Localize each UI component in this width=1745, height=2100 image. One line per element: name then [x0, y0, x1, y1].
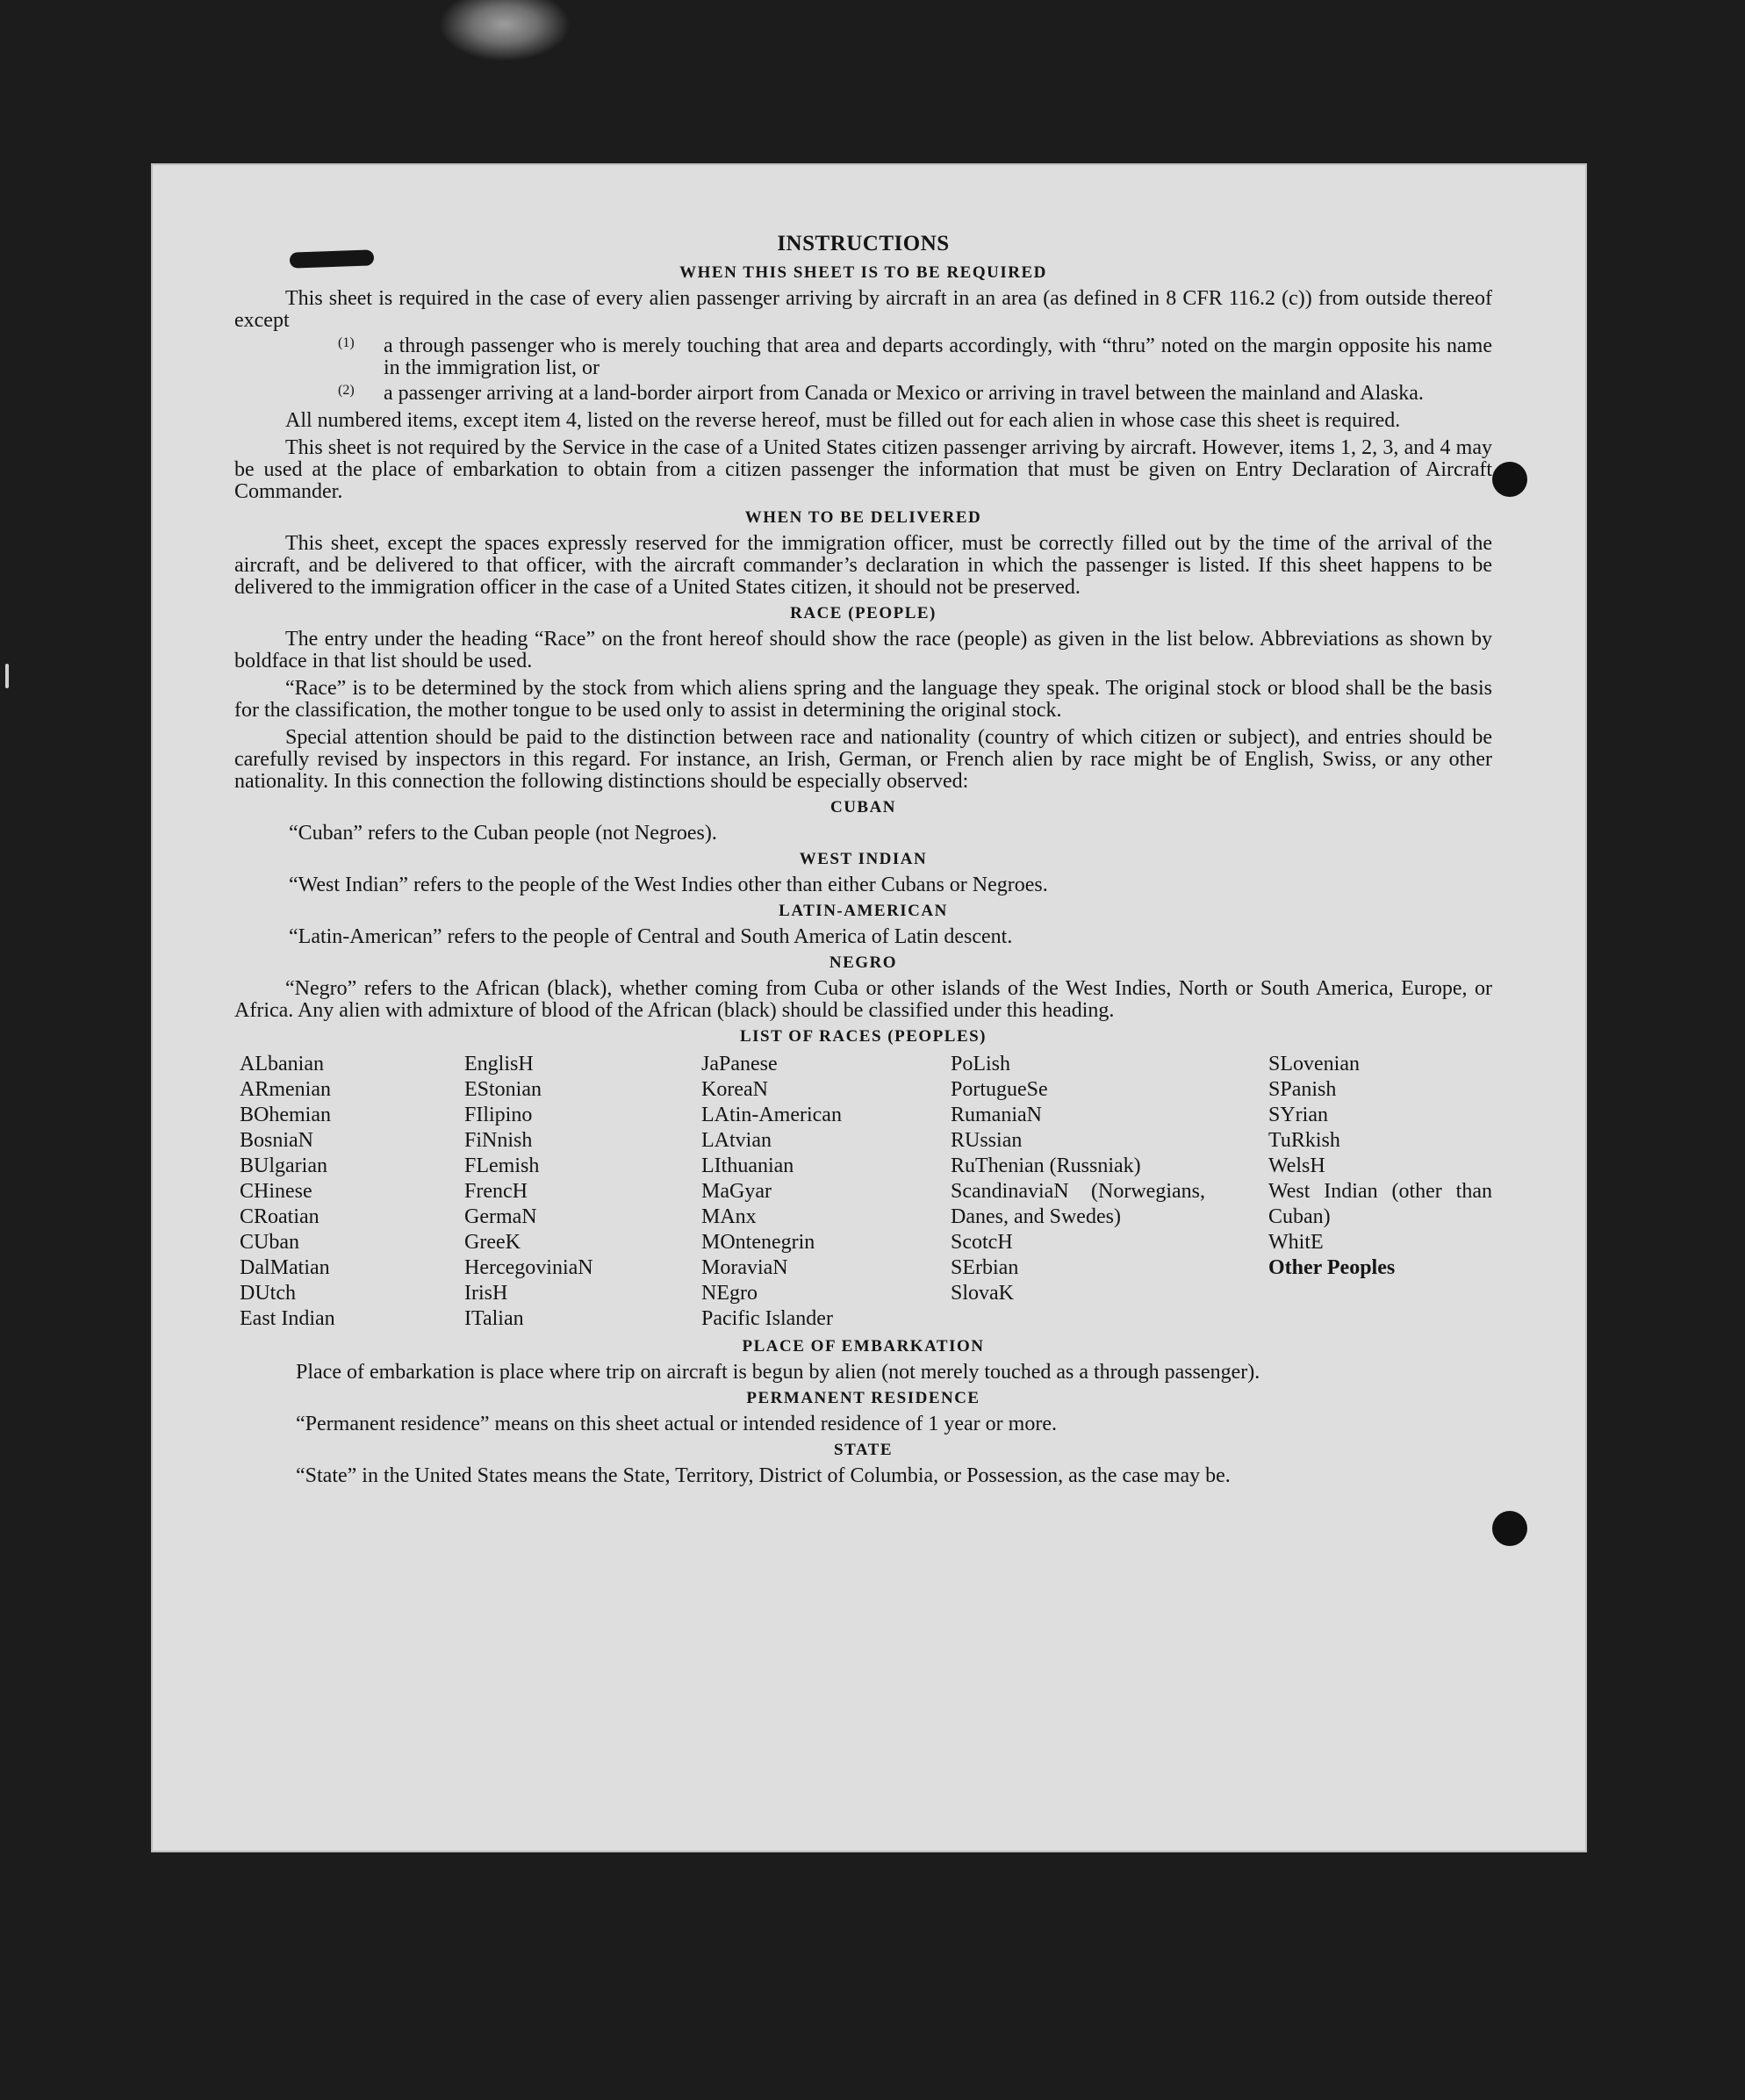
race-entry: MoraviaN [701, 1256, 788, 1279]
scan-edge-mark [5, 664, 9, 688]
race-entry: GreeK [464, 1231, 521, 1254]
race-entry: RumaniaN [951, 1104, 1042, 1126]
numbered-items-paragraph: All numbered items, except item 4, listed on the reverse hereof, must be filled out for each alien in whose case this sheet is required. [285, 409, 1401, 432]
races-column [464, 1052, 701, 1332]
state-definition: “State” in the United States means the State, Territory, District of Columbia, or Possession, as the case may be. [296, 1464, 1231, 1487]
race-entry: MAnx [701, 1205, 757, 1228]
race-entry: EStonian [464, 1078, 542, 1101]
races-column [701, 1052, 951, 1332]
race-entry: LAtvian [701, 1129, 772, 1152]
section-heading-delivered: WHEN TO BE DELIVERED [744, 508, 982, 527]
list-of-races-heading: LIST OF RACES (PEOPLES) [739, 1027, 987, 1046]
race-entry: LAtin-American [701, 1104, 842, 1126]
race-entry: ScandinaviaN (Norwegians, Danes, and Swedes) [951, 1180, 1205, 1228]
race-entry: CRoatian [240, 1205, 320, 1228]
section-heading-required: WHEN THIS SHEET IS TO BE REQUIRED [679, 263, 1047, 282]
instruction-sheet [151, 163, 1587, 1852]
race-entry: EnglisH [464, 1053, 534, 1075]
section-heading-latin-american: LATIN-AMERICAN [779, 902, 948, 920]
race-entry: FIlipino [464, 1104, 533, 1126]
race-entry: MOntenegrin [701, 1231, 815, 1254]
race-entry: TuRkish [1268, 1129, 1340, 1152]
delivered-paragraph: This sheet, except the spaces expressly reserved for the immigration officer, must be correctly filled out by the time of the arrival of the aircraft, and be delivered to that officer, with the aircraft commander’s declaration in which the passenger is listed. If this sheet happens to be delivered to the immigration officer in the case of a United States citizen, it should not be preserved. [234, 532, 1492, 599]
section-heading-embarkation: PLACE OF EMBARKATION [742, 1337, 985, 1356]
race-paragraph-3: Special attention should be paid to the distinction between race and nationality (country of which citizen or subject), and entries should be carefully revised by inspectors in this regard. For instance, an Irish, German, or French alien by race might be of English, Swiss, or any other nationality. In this connection the following distinctions should be especially observed: [234, 726, 1492, 793]
races-column [1268, 1052, 1497, 1332]
race-entry: BOhemian [240, 1104, 331, 1126]
race-entry: SPanish [1268, 1078, 1337, 1101]
scan-artifact [439, 0, 571, 61]
section-heading-residence: PERMANENT RESIDENCE [746, 1389, 980, 1407]
race-entry: SYrian [1268, 1104, 1328, 1126]
races-column [240, 1052, 464, 1332]
race-entry: FiNnish [464, 1129, 533, 1152]
race-entry: DalMatian [240, 1256, 330, 1279]
exception-item [338, 383, 1492, 405]
item-text: a through passenger who is merely touching that area and departs accordingly, with “thru” noted on the margin opposite his name in the immigration list, or [384, 334, 1492, 379]
punch-hole [1492, 462, 1527, 497]
punch-hole [1492, 1511, 1527, 1546]
document-body [234, 223, 1492, 1487]
race-paragraph-1: The entry under the heading “Race” on the front hereof should show the race (people) as given in the list below. Abbreviations as shown by boldface in that list should be used. [234, 628, 1492, 672]
section-heading-race: RACE (PEOPLE) [790, 604, 937, 622]
race-entry: FLemish [464, 1154, 540, 1177]
race-entry: RuThenian (Russniak) [951, 1154, 1141, 1177]
item-number: (1) [338, 335, 355, 350]
section-heading-negro: NEGRO [829, 953, 898, 972]
required-intro: This sheet is required in the case of every alien passenger arriving by aircraft in an area (as defined in 8 CFR 116.2 (c)) from outside thereof except [234, 287, 1492, 332]
races-column [951, 1052, 1268, 1332]
citizen-paragraph: This sheet is not required by the Service in the case of a United States citizen passenger arriving by aircraft. However, items 1, 2, 3, and 4 may be used at the place of embarkation to obtain from a citizen passenger the information that must be given on Entry Declaration of Aircraft Commander. [234, 436, 1492, 503]
race-entry: SLovenian [1268, 1053, 1360, 1075]
race-entry: JaPanese [701, 1053, 778, 1075]
race-entry: SlovaK [951, 1282, 1014, 1305]
race-entry: BUlgarian [240, 1154, 327, 1177]
race-entry: Other Peoples [1268, 1256, 1396, 1279]
race-entry: WelsH [1268, 1154, 1325, 1177]
race-entry: PortugueSe [951, 1078, 1048, 1101]
race-entry: ARmenian [240, 1078, 331, 1101]
race-entry: ALbanian [240, 1053, 324, 1075]
latin-american-definition: “Latin-American” refers to the people of Central and South America of Latin descent. [289, 925, 1013, 948]
race-entry: West Indian (other than Cuban) [1268, 1180, 1492, 1228]
section-heading-west-indian: WEST INDIAN [799, 850, 928, 868]
list-of-races [240, 1052, 1492, 1332]
race-entry: NEgro [701, 1282, 758, 1305]
race-entry: MaGyar [701, 1180, 772, 1203]
race-entry: CUban [240, 1231, 299, 1254]
document-title: INSTRUCTIONS [777, 232, 950, 255]
section-heading-cuban: CUBAN [829, 798, 897, 816]
race-entry: DUtch [240, 1282, 296, 1305]
west-indian-definition: “West Indian” refers to the people of the West Indies other than either Cubans or Negroes. [289, 874, 1048, 896]
race-entry: KoreaN [701, 1078, 768, 1101]
item-text: a passenger arriving at a land-border airport from Canada or Mexico or arriving in travel between the mainland and Alaska. [384, 382, 1424, 405]
item-number: (2) [338, 383, 355, 398]
race-entry: GermaN [464, 1205, 537, 1228]
race-entry: HercegoviniaN [464, 1256, 593, 1279]
race-entry: East Indian [240, 1307, 335, 1330]
residence-definition: “Permanent residence” means on this sheet actual or intended residence of 1 year or more. [296, 1413, 1057, 1435]
race-entry: CHinese [240, 1180, 312, 1203]
race-entry: ScotcH [951, 1231, 1013, 1254]
embarkation-definition: Place of embarkation is place where trip on aircraft is begun by alien (not merely touched as a through passenger). [296, 1361, 1260, 1384]
race-entry: FrencH [464, 1180, 528, 1203]
race-entry: LIthuanian [701, 1154, 794, 1177]
negro-definition: “Negro” refers to the African (black), whether coming from Cuba or other islands of the West Indies, North or South America, Europe, or Africa. Any alien with admixture of blood of the African (black) should be classified under this heading. [234, 977, 1492, 1022]
race-entry: IrisH [464, 1282, 508, 1305]
race-entry: BosniaN [240, 1129, 313, 1152]
race-entry: RUssian [951, 1129, 1023, 1152]
exception-item [338, 335, 1492, 379]
race-entry: WhitE [1268, 1231, 1324, 1254]
cuban-definition: “Cuban” refers to the Cuban people (not Negroes). [289, 822, 717, 845]
section-heading-state: STATE [834, 1441, 893, 1459]
race-entry: ITalian [464, 1307, 524, 1330]
race-entry: PoLish [951, 1053, 1011, 1075]
race-entry: SErbian [951, 1256, 1019, 1279]
race-paragraph-2: “Race” is to be determined by the stock from which aliens spring and the language they speak. The original stock or blood shall be the basis for the classification, the mother tongue to be used only to assist in determining the original stock. [234, 677, 1492, 722]
race-entry: Pacific Islander [701, 1307, 833, 1330]
